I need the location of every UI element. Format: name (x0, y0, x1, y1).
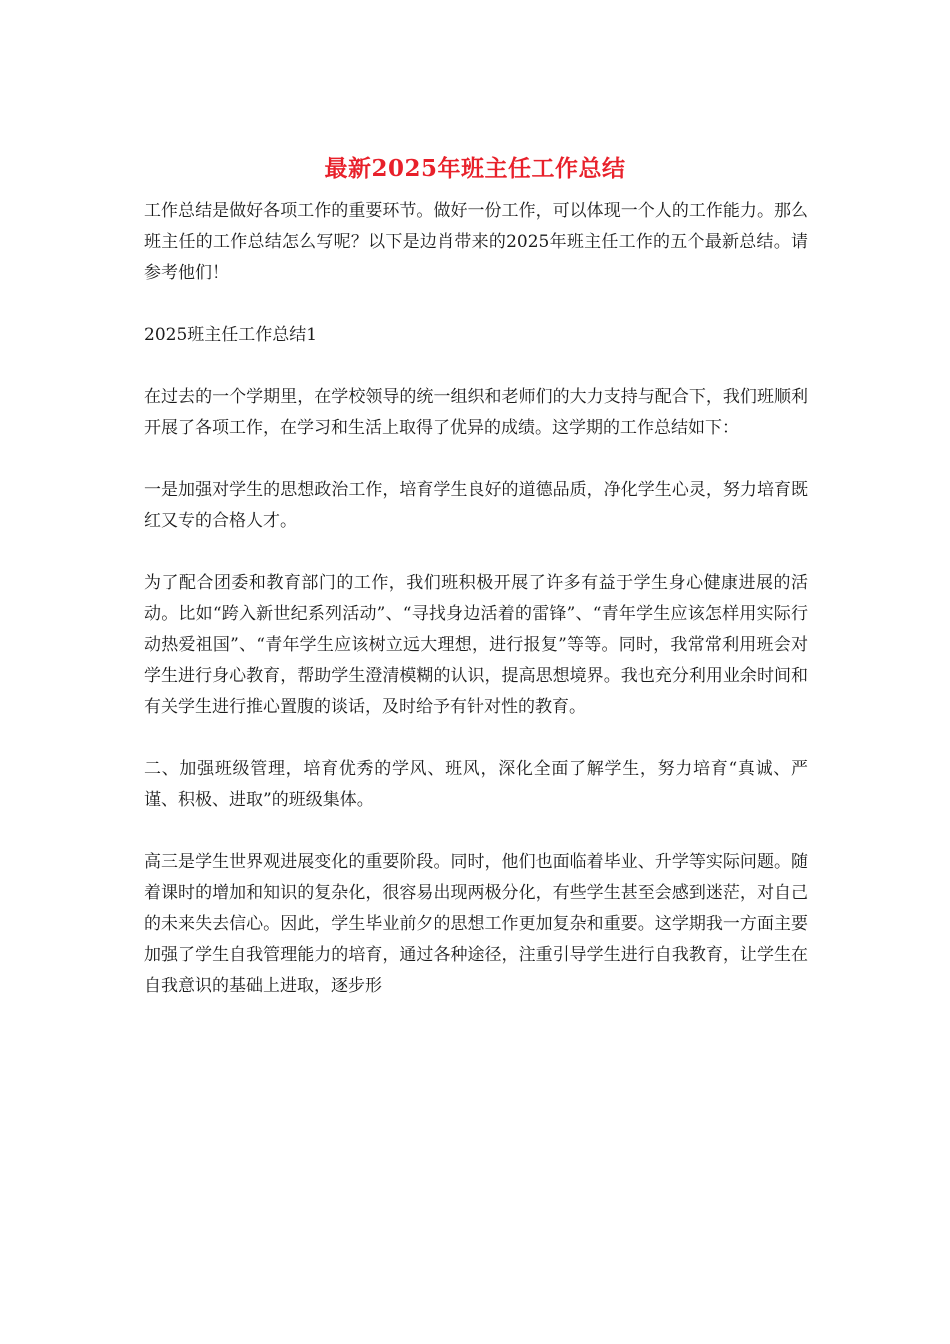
body-paragraph: 一是加强对学生的思想政治工作，培育学生良好的道德品质，净化学生心灵，努力培育既红又专的合格人才。 (144, 480, 808, 531)
section-heading: 2025班主任工作总结1 (144, 325, 318, 345)
document-body (144, 196, 808, 1002)
body-paragraph: 在过去的一个学期里，在学校领导的统一组织和老师们的大力支持与配合下，我们班顺利开展了各项工作，在学习和生活上取得了优异的成绩。这学期的工作总结如下： (144, 387, 808, 438)
body-paragraph: 二、加强班级管理，培育优秀的学风、班风，深化全面了解学生，努力培育“真诚、严谨、积极、进取”的班级集体。 (144, 759, 808, 810)
document-title: 最新2025年班主任工作总结 (324, 155, 626, 182)
intro-paragraph: 工作总结是做好各项工作的重要环节。做好一份工作，可以体现一个人的工作能力。那么班主任的工作总结怎么写呢？以下是边肖带来的2025年班主任工作的五个最新总结。请参考他们！ (144, 201, 808, 283)
body-paragraph: 为了配合团委和教育部门的工作，我们班积极开展了许多有益于学生身心健康进展的活动。比如“跨入新世纪系列活动”、“寻找身边活着的雷锋”、“青年学生应该怎样用实际行动热爱祖国”、“青年学生应该树立远大理想，进行报复”等等。同时，我常常利用班会对学生进行身心教育，帮助学生澄清模糊的认识，提高思想境界。我也充分利用业余时间和有关学生进行推心置腹的谈话，及时给予有针对性的教育。 (144, 573, 808, 717)
body-paragraph: 高三是学生世界观进展变化的重要阶段。同时，他们也面临着毕业、升学等实际问题。随着课时的增加和知识的复杂化，很容易出现两极分化，有些学生甚至会感到迷茫，对自己的未来失去信心。因此，学生毕业前夕的思想工作更加复杂和重要。这学期我一方面主要加强了学生自我管理能力的培育，通过各种途径，注重引导学生进行自我教育，让学生在自我意识的基础上进取，逐步形 (144, 852, 808, 996)
